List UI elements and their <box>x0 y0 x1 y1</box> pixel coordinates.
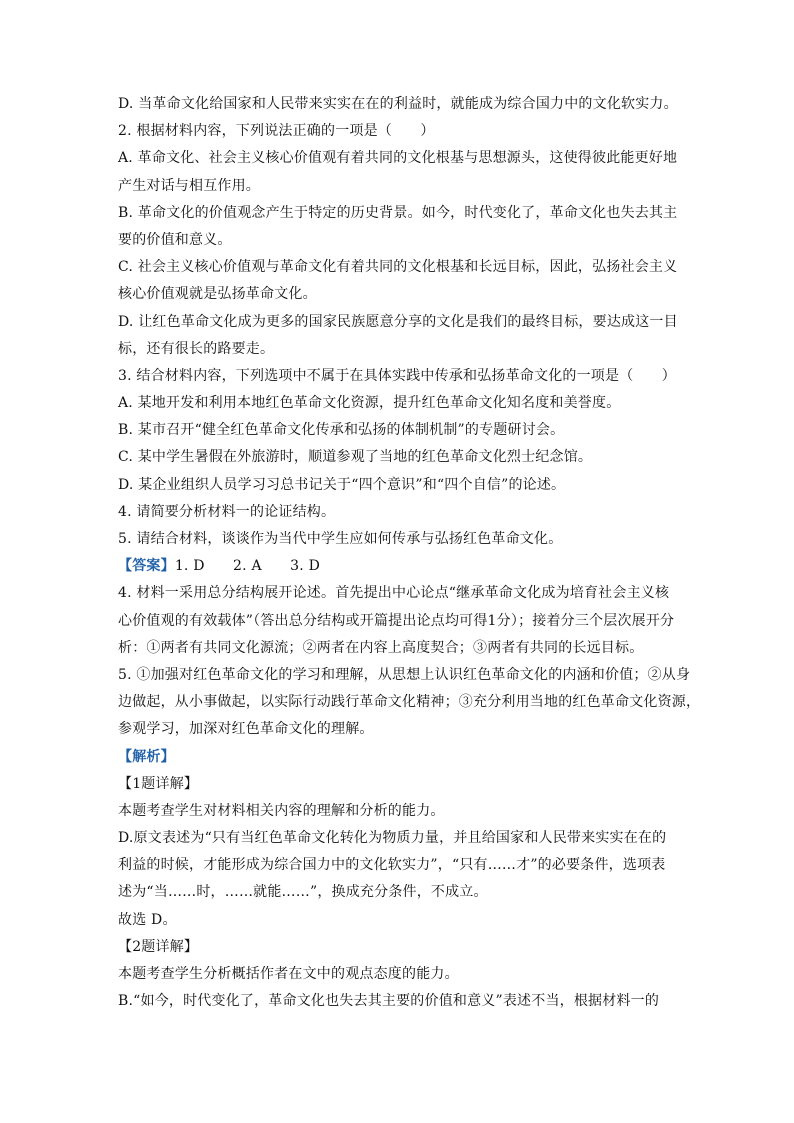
q1-detail-line-4: 述为“当……时，……就能……”，换成充分条件，不成立。 <box>118 884 488 901</box>
question-4: 4. 请简要分析材料一的论证结构。 <box>118 503 336 520</box>
option-2d-line-2: 标，还有很长的路要走。 <box>118 340 275 357</box>
q2-detail-label: 【2题详解】 <box>118 938 199 955</box>
option-3c: C. 某中学生暑假在外旅游时，顺道参观了当地的红色革命文化烈士纪念馆。 <box>118 449 593 466</box>
q1-detail-label: 【1题详解】 <box>118 775 199 792</box>
answer-4-line-3: 析：①两者有共同文化源流；②两者在内容上高度契合；③两者有共同的长远目标。 <box>118 639 644 656</box>
option-2a-line-2: 产生对话与相互作用。 <box>118 177 260 194</box>
option-2a-line-1: A. 革命文化、社会主义核心价值观有着共同的文化根基与思想源头，这使得彼此能更好地 <box>118 150 678 167</box>
answer-5-line-2: 边做起，从小事做起，以实际行动践行革命文化精神；③充分利用当地的红色革命文化资源， <box>118 694 701 711</box>
answer-5-line-1: 5. ①加强对红色革命文化的学习和理解，从思想上认识红色革命文化的内涵和价值；②从身 <box>118 666 691 683</box>
option-2c-line-1: C. 社会主义核心价值观与革命文化有着共同的文化根基和长远目标，因此，弘扬社会主义 <box>118 259 678 276</box>
option-3d: D. 某企业组织人员学习习总书记关于“四个意识”和“四个自信”的论述。 <box>118 476 566 493</box>
q1-detail-line-2: D.原文表述为“只有当红色革命文化转化为物质力量，并且给国家和人民带来实实在在的 <box>118 830 667 847</box>
option-1d: D. 当革命文化给国家和人民带来实实在在的利益时，就能成为综合国力中的文化软实力。 <box>118 96 678 112</box>
q2-detail-line-1: 本题考查学生分析概括作者在文中的观点态度的能力。 <box>118 966 459 982</box>
q2-detail-line-2: B.“如今，时代变化了，革命文化也失去其主要的价值和意义”表述不当，根据材料一的 <box>118 993 660 1010</box>
option-2b-line-1: B. 革命文化的价值观念产生于特定的历史背景。如今，时代变化了，革命文化也失去其主 <box>118 204 678 221</box>
question-2: 2. 根据材料内容，下列说法正确的一项是（ ） <box>118 123 435 140</box>
question-3: 3. 结合材料内容，下列选项中不属于在具体实践中传承和弘扬革命文化的一项是（ ） <box>118 367 677 384</box>
q1-detail-line-5: 故选 D。 <box>118 911 177 928</box>
answer-5-line-3: 参观学习，加深对红色革命文化的理解。 <box>118 721 374 738</box>
answer-line <box>118 553 678 580</box>
answer-4-line-2: 心价值观的有效载体”（答出总分结构或开篇提出论点均可得1分）；接着分三个层次展开分 <box>118 612 675 629</box>
answer-label: 【答案】 <box>118 558 175 575</box>
option-2b-line-2: 要的价值和意义。 <box>118 231 232 248</box>
option-3b: B. 某市召开“健全红色革命文化传承和弘扬的体制机制”的专题研讨会。 <box>118 422 565 439</box>
option-3a: A. 某地开发和利用本地红色革命文化资源，提升红色革命文化知名度和美誉度。 <box>118 395 621 412</box>
document-page <box>118 91 701 1015</box>
question-5: 5. 请结合材料，谈谈作为当代中学生应如何传承与弘扬红色革命文化。 <box>118 531 563 547</box>
q1-detail-line-3: 利益的时候，才能形成为综合国力中的文化软实力”，“只有……才”的必要条件，选项表 <box>118 857 666 874</box>
analysis-label: 【解析】 <box>118 748 175 765</box>
option-2d-line-1: D. 让红色革命文化成为更多的国家民族愿意分享的文化是我们的最终目标，要达成这一目 <box>118 313 678 330</box>
answer-text: 1. D 2. A 3. D <box>174 558 320 575</box>
answer-4-line-1: 4. 材料一采用总分结构展开论述。首先提出中心论点“继承革命文化成为培育社会主义核 <box>118 585 670 602</box>
option-2c-line-2: 核心价值观就是弘扬革命文化。 <box>118 286 317 303</box>
q1-detail-line-1: 本题考查学生对材料相关内容的理解和分析的能力。 <box>118 802 445 819</box>
